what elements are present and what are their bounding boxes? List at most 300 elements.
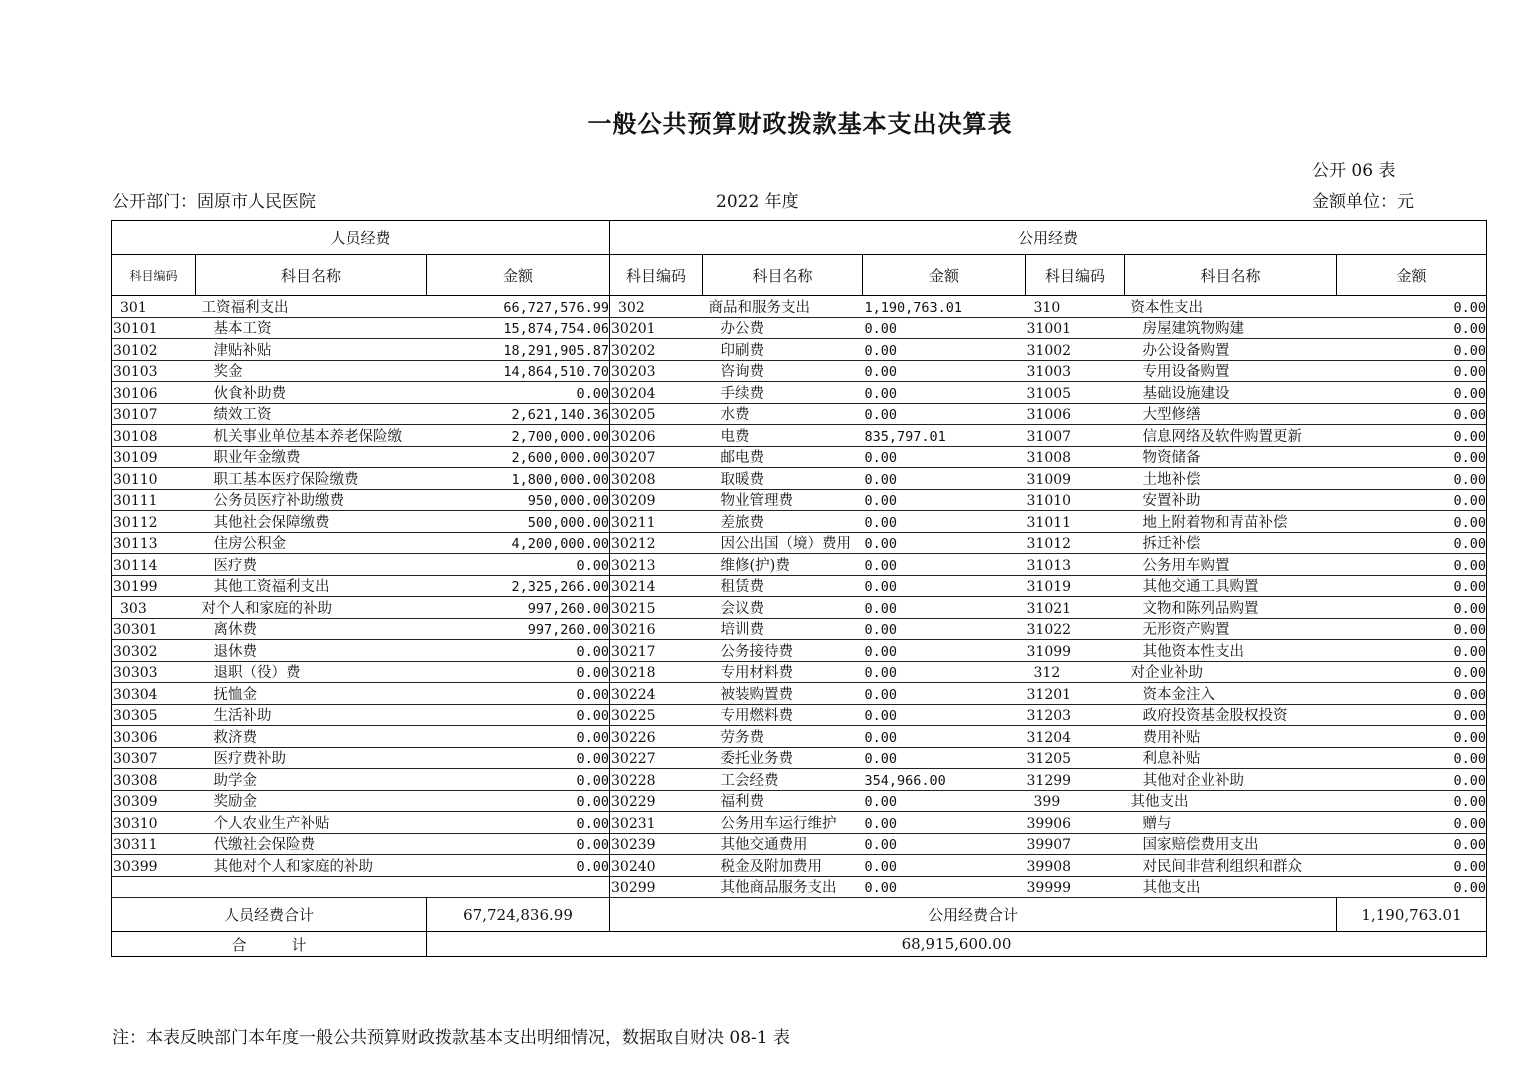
public-code-cell: 30231 <box>610 812 703 834</box>
public-amount-cell: 0.00 <box>863 640 1026 662</box>
table-row <box>112 575 1487 597</box>
capital-code-cell: 39908 <box>1026 855 1125 877</box>
public-name-cell: 手续费 <box>703 382 863 404</box>
public-name-cell: 专用材料费 <box>703 661 863 683</box>
capital-name-cell: 对民间非营利组织和群众 <box>1125 855 1337 877</box>
column-header-amount: 金额 <box>863 255 1026 296</box>
public-name-cell: 专用燃料费 <box>703 704 863 726</box>
public-name-cell: 租赁费 <box>703 575 863 597</box>
grand-total-amount: 68,915,600.00 <box>427 932 1487 957</box>
public-amount-cell: 0.00 <box>863 511 1026 533</box>
public-code-cell: 30299 <box>610 876 703 898</box>
public-amount-cell: 0.00 <box>863 812 1026 834</box>
capital-amount-cell: 0.00 <box>1337 876 1487 898</box>
public-amount-cell: 0.00 <box>863 790 1026 812</box>
capital-amount-cell: 0.00 <box>1337 640 1487 662</box>
personnel-amount-cell: 1,800,000.00 <box>427 468 610 490</box>
public-amount-cell: 0.00 <box>863 575 1026 597</box>
capital-amount-cell: 0.00 <box>1337 382 1487 404</box>
column-header-code: 科目编码 <box>610 255 703 296</box>
table-row <box>112 661 1487 683</box>
table-row <box>112 425 1487 447</box>
public-name-cell: 商品和服务支出 <box>703 296 863 318</box>
capital-amount-cell: 0.00 <box>1337 532 1487 554</box>
personnel-code-cell: 30109 <box>112 446 196 468</box>
public-amount-cell: 0.00 <box>863 339 1026 361</box>
personnel-amount-cell: 0.00 <box>427 683 610 705</box>
personnel-amount-cell: 0.00 <box>427 640 610 662</box>
capital-name-cell: 对企业补助 <box>1125 661 1337 683</box>
personnel-amount-cell: 0.00 <box>427 726 610 748</box>
public-amount-cell: 0.00 <box>863 360 1026 382</box>
public-name-cell: 委托业务费 <box>703 747 863 769</box>
public-name-cell: 物业管理费 <box>703 489 863 511</box>
personnel-total-label: 人员经费合计 <box>112 898 427 932</box>
public-code-cell: 30228 <box>610 769 703 791</box>
public-name-cell: 工会经费 <box>703 769 863 791</box>
personnel-name-cell: 退休费 <box>196 640 427 662</box>
personnel-code-cell: 30306 <box>112 726 196 748</box>
personnel-amount-cell: 2,700,000.00 <box>427 425 610 447</box>
personnel-code-cell: 30302 <box>112 640 196 662</box>
capital-name-cell: 专用设备购置 <box>1125 360 1337 382</box>
table-row <box>112 704 1487 726</box>
public-code-cell: 30205 <box>610 403 703 425</box>
capital-amount-cell: 0.00 <box>1337 683 1487 705</box>
public-amount-cell: 0.00 <box>863 446 1026 468</box>
capital-name-cell: 资本金注入 <box>1125 683 1337 705</box>
personnel-name-cell: 医疗费 <box>196 554 427 576</box>
public-name-cell: 因公出国（境）费用 <box>703 532 863 554</box>
personnel-amount-cell: 500,000.00 <box>427 511 610 533</box>
capital-name-cell: 资本性支出 <box>1125 296 1337 318</box>
personnel-amount-cell: 0.00 <box>427 382 610 404</box>
public-name-cell: 劳务费 <box>703 726 863 748</box>
capital-amount-cell: 0.00 <box>1337 425 1487 447</box>
grand-total-label: 合 计 <box>112 932 427 957</box>
public-name-cell: 电费 <box>703 425 863 447</box>
table-row <box>112 317 1487 339</box>
capital-amount-cell: 0.00 <box>1337 597 1487 619</box>
public-amount-cell: 0.00 <box>863 403 1026 425</box>
amount-unit: 金额单位：元 <box>1312 192 1414 212</box>
personnel-code-cell: 30108 <box>112 425 196 447</box>
column-header-amount: 金额 <box>1337 255 1487 296</box>
capital-name-cell: 利息补贴 <box>1125 747 1337 769</box>
public-code-cell: 30240 <box>610 855 703 877</box>
personnel-name-cell: 退职（役）费 <box>196 661 427 683</box>
public-name-cell: 咨询费 <box>703 360 863 382</box>
personnel-name-cell: 津贴补贴 <box>196 339 427 361</box>
personnel-code-cell: 30102 <box>112 339 196 361</box>
capital-name-cell: 安置补助 <box>1125 489 1337 511</box>
public-amount-cell: 835,797.01 <box>863 425 1026 447</box>
personnel-name-cell: 个人农业生产补贴 <box>196 812 427 834</box>
capital-name-cell: 大型修缮 <box>1125 403 1337 425</box>
personnel-code-cell: 30111 <box>112 489 196 511</box>
capital-amount-cell: 0.00 <box>1337 317 1487 339</box>
personnel-amount-cell: 0.00 <box>427 833 610 855</box>
capital-name-cell: 赠与 <box>1125 812 1337 834</box>
table-row <box>112 554 1487 576</box>
capital-amount-cell: 0.00 <box>1337 790 1487 812</box>
capital-code-cell: 31011 <box>1026 511 1125 533</box>
personnel-name-cell: 住房公积金 <box>196 532 427 554</box>
capital-amount-cell: 0.00 <box>1337 468 1487 490</box>
public-code-cell: 30203 <box>610 360 703 382</box>
capital-name-cell: 其他交通工具购置 <box>1125 575 1337 597</box>
table-row <box>112 339 1487 361</box>
capital-amount-cell: 0.00 <box>1337 661 1487 683</box>
budget-table <box>111 220 1487 957</box>
form-number: 公开 06 表 <box>1312 161 1396 181</box>
capital-code-cell: 31019 <box>1026 575 1125 597</box>
personnel-code-cell: 30311 <box>112 833 196 855</box>
public-code-cell: 30216 <box>610 618 703 640</box>
personnel-name-cell: 职业年金缴费 <box>196 446 427 468</box>
public-total-amount: 1,190,763.01 <box>1337 898 1487 932</box>
table-row <box>112 790 1487 812</box>
column-header-code: 科目编码 <box>112 255 196 296</box>
public-code-cell: 30225 <box>610 704 703 726</box>
public-name-cell: 维修(护)费 <box>703 554 863 576</box>
capital-name-cell: 信息网络及软件购置更新 <box>1125 425 1337 447</box>
fiscal-year: 2022 年度 <box>716 192 799 212</box>
personnel-code-cell: 30307 <box>112 747 196 769</box>
personnel-name-cell: 其他社会保障缴费 <box>196 511 427 533</box>
capital-amount-cell: 0.00 <box>1337 704 1487 726</box>
public-amount-cell: 1,190,763.01 <box>863 296 1026 318</box>
footnote: 注：本表反映部门本年度一般公共预算财政拨款基本支出明细情况，数据取自财决 08-1 表 <box>112 1028 790 1048</box>
public-name-cell: 会议费 <box>703 597 863 619</box>
public-code-cell: 30218 <box>610 661 703 683</box>
table-row <box>112 532 1487 554</box>
capital-code-cell: 31009 <box>1026 468 1125 490</box>
capital-name-cell: 其他资本性支出 <box>1125 640 1337 662</box>
personnel-amount-cell: 0.00 <box>427 855 610 877</box>
capital-amount-cell: 0.00 <box>1337 833 1487 855</box>
capital-code-cell: 39906 <box>1026 812 1125 834</box>
public-code-cell: 30209 <box>610 489 703 511</box>
capital-name-cell: 房屋建筑物购建 <box>1125 317 1337 339</box>
personnel-name-cell: 其他对个人和家庭的补助 <box>196 855 427 877</box>
capital-name-cell: 基础设施建设 <box>1125 382 1337 404</box>
capital-amount-cell: 0.00 <box>1337 575 1487 597</box>
public-name-cell: 其他商品服务支出 <box>703 876 863 898</box>
capital-code-cell: 31201 <box>1026 683 1125 705</box>
personnel-code-cell: 30309 <box>112 790 196 812</box>
public-name-cell: 其他交通费用 <box>703 833 863 855</box>
personnel-code-cell: 30106 <box>112 382 196 404</box>
capital-amount-cell: 0.00 <box>1337 511 1487 533</box>
personnel-amount-cell: 997,260.00 <box>427 597 610 619</box>
personnel-code-cell: 30310 <box>112 812 196 834</box>
table-row <box>112 597 1487 619</box>
personnel-name-cell: 医疗费补助 <box>196 747 427 769</box>
capital-name-cell: 费用补贴 <box>1125 726 1337 748</box>
table-row <box>112 769 1487 791</box>
capital-amount-cell: 0.00 <box>1337 296 1487 318</box>
personnel-name-cell: 助学金 <box>196 769 427 791</box>
capital-code-cell: 31099 <box>1026 640 1125 662</box>
capital-code-cell: 31021 <box>1026 597 1125 619</box>
public-name-cell: 取暖费 <box>703 468 863 490</box>
public-name-cell: 公务接待费 <box>703 640 863 662</box>
personnel-amount-cell: 0.00 <box>427 704 610 726</box>
capital-code-cell: 31002 <box>1026 339 1125 361</box>
table-row <box>112 360 1487 382</box>
personnel-amount-cell: 0.00 <box>427 661 610 683</box>
public-name-cell: 办公费 <box>703 317 863 339</box>
public-code-cell: 30208 <box>610 468 703 490</box>
department-label: 公开部门：固原市人民医院 <box>112 192 316 212</box>
public-amount-cell: 0.00 <box>863 833 1026 855</box>
personnel-code-cell: 30399 <box>112 855 196 877</box>
capital-code-cell: 31022 <box>1026 618 1125 640</box>
capital-name-cell: 其他支出 <box>1125 790 1337 812</box>
public-name-cell: 印刷费 <box>703 339 863 361</box>
table-row <box>112 511 1487 533</box>
capital-code-cell: 31007 <box>1026 425 1125 447</box>
public-amount-cell: 0.00 <box>863 704 1026 726</box>
public-amount-cell: 0.00 <box>863 876 1026 898</box>
personnel-code-cell: 30305 <box>112 704 196 726</box>
personnel-code-cell: 30199 <box>112 575 196 597</box>
personnel-name-cell: 职工基本医疗保险缴费 <box>196 468 427 490</box>
table-row <box>112 876 1487 898</box>
capital-name-cell: 文物和陈列品购置 <box>1125 597 1337 619</box>
public-code-cell: 30226 <box>610 726 703 748</box>
capital-code-cell: 399 <box>1026 790 1125 812</box>
personnel-amount-cell: 2,621,140.36 <box>427 403 610 425</box>
capital-amount-cell: 0.00 <box>1337 446 1487 468</box>
public-code-cell: 30202 <box>610 339 703 361</box>
public-amount-cell: 0.00 <box>863 618 1026 640</box>
capital-code-cell: 31006 <box>1026 403 1125 425</box>
capital-code-cell: 312 <box>1026 661 1125 683</box>
column-header-name: 科目名称 <box>1125 255 1337 296</box>
capital-name-cell: 地上附着物和青苗补偿 <box>1125 511 1337 533</box>
public-code-cell: 30204 <box>610 382 703 404</box>
capital-amount-cell: 0.00 <box>1337 855 1487 877</box>
capital-name-cell: 拆迁补偿 <box>1125 532 1337 554</box>
column-header-name: 科目名称 <box>703 255 863 296</box>
public-amount-cell: 0.00 <box>863 747 1026 769</box>
table-row <box>112 812 1487 834</box>
capital-code-cell: 31012 <box>1026 532 1125 554</box>
table-row <box>112 446 1487 468</box>
personnel-name-cell: 奖励金 <box>196 790 427 812</box>
personnel-amount-cell <box>427 876 610 898</box>
capital-name-cell: 公务用车购置 <box>1125 554 1337 576</box>
personnel-name-cell: 对个人和家庭的补助 <box>196 597 427 619</box>
table-row <box>112 618 1487 640</box>
personnel-code-cell: 30112 <box>112 511 196 533</box>
column-header-amount: 金额 <box>427 255 610 296</box>
table-row <box>112 382 1487 404</box>
public-code-cell: 30206 <box>610 425 703 447</box>
personnel-name-cell: 离休费 <box>196 618 427 640</box>
table-body <box>112 296 1487 898</box>
personnel-name-cell: 抚恤金 <box>196 683 427 705</box>
public-name-cell: 被装购置费 <box>703 683 863 705</box>
personnel-amount-cell: 0.00 <box>427 769 610 791</box>
personnel-amount-cell: 66,727,576.99 <box>427 296 610 318</box>
table-row <box>112 296 1487 318</box>
capital-name-cell: 物资储备 <box>1125 446 1337 468</box>
capital-code-cell: 31005 <box>1026 382 1125 404</box>
public-amount-cell: 0.00 <box>863 554 1026 576</box>
personnel-name-cell <box>196 876 427 898</box>
capital-name-cell: 国家赔偿费用支出 <box>1125 833 1337 855</box>
capital-code-cell: 31001 <box>1026 317 1125 339</box>
public-amount-cell: 0.00 <box>863 382 1026 404</box>
personnel-code-cell: 30308 <box>112 769 196 791</box>
personnel-amount-cell: 4,200,000.00 <box>427 532 610 554</box>
public-amount-cell: 0.00 <box>863 532 1026 554</box>
capital-amount-cell: 0.00 <box>1337 618 1487 640</box>
public-amount-cell: 0.00 <box>863 468 1026 490</box>
public-code-cell: 30207 <box>610 446 703 468</box>
public-code-cell: 30224 <box>610 683 703 705</box>
capital-code-cell: 39907 <box>1026 833 1125 855</box>
personnel-name-cell: 伙食补助费 <box>196 382 427 404</box>
personnel-amount-cell: 950,000.00 <box>427 489 610 511</box>
table-row <box>112 683 1487 705</box>
personnel-code-cell: 30113 <box>112 532 196 554</box>
public-total-label: 公用经费合计 <box>610 898 1337 932</box>
public-code-cell: 30229 <box>610 790 703 812</box>
capital-name-cell: 无形资产购置 <box>1125 618 1337 640</box>
personnel-amount-cell: 15,874,754.06 <box>427 317 610 339</box>
grand-total-row <box>112 932 1487 957</box>
capital-name-cell: 土地补偿 <box>1125 468 1337 490</box>
personnel-code-cell: 301 <box>112 296 196 318</box>
public-code-cell: 30217 <box>610 640 703 662</box>
public-name-cell: 福利费 <box>703 790 863 812</box>
personnel-code-cell: 30114 <box>112 554 196 576</box>
public-code-cell: 30211 <box>610 511 703 533</box>
personnel-amount-cell: 0.00 <box>427 554 610 576</box>
capital-code-cell: 31299 <box>1026 769 1125 791</box>
table-row <box>112 726 1487 748</box>
personnel-name-cell: 救济费 <box>196 726 427 748</box>
personnel-code-cell: 30101 <box>112 317 196 339</box>
capital-name-cell: 办公设备购置 <box>1125 339 1337 361</box>
capital-amount-cell: 0.00 <box>1337 769 1487 791</box>
capital-name-cell: 其他对企业补助 <box>1125 769 1337 791</box>
public-code-cell: 30215 <box>610 597 703 619</box>
column-header-code: 科目编码 <box>1026 255 1125 296</box>
personnel-code-cell <box>112 876 196 898</box>
capital-name-cell: 其他支出 <box>1125 876 1337 898</box>
table-row <box>112 403 1487 425</box>
personnel-amount-cell: 0.00 <box>427 790 610 812</box>
personnel-amount-cell: 997,260.00 <box>427 618 610 640</box>
personnel-name-cell: 基本工资 <box>196 317 427 339</box>
personnel-code-cell: 30301 <box>112 618 196 640</box>
capital-name-cell: 政府投资基金股权投资 <box>1125 704 1337 726</box>
table-row <box>112 640 1487 662</box>
capital-amount-cell: 0.00 <box>1337 360 1487 382</box>
table-row <box>112 833 1487 855</box>
personnel-code-cell: 30304 <box>112 683 196 705</box>
public-code-cell: 30212 <box>610 532 703 554</box>
personnel-name-cell: 公务员医疗补助缴费 <box>196 489 427 511</box>
public-name-cell: 培训费 <box>703 618 863 640</box>
personnel-name-cell: 机关事业单位基本养老保险缴 <box>196 425 427 447</box>
table-row <box>112 468 1487 490</box>
capital-amount-cell: 0.00 <box>1337 726 1487 748</box>
public-code-cell: 302 <box>610 296 703 318</box>
public-name-cell: 水费 <box>703 403 863 425</box>
public-name-cell: 邮电费 <box>703 446 863 468</box>
capital-code-cell: 39999 <box>1026 876 1125 898</box>
public-amount-cell: 354,966.00 <box>863 769 1026 791</box>
capital-code-cell: 31003 <box>1026 360 1125 382</box>
personnel-name-cell: 绩效工资 <box>196 403 427 425</box>
public-amount-cell: 0.00 <box>863 855 1026 877</box>
capital-code-cell: 31203 <box>1026 704 1125 726</box>
public-name-cell: 差旅费 <box>703 511 863 533</box>
page-title: 一般公共预算财政拨款基本支出决算表 <box>587 109 1013 138</box>
public-name-cell: 税金及附加费用 <box>703 855 863 877</box>
personnel-code-cell: 30103 <box>112 360 196 382</box>
public-code-cell: 30213 <box>610 554 703 576</box>
public-amount-cell: 0.00 <box>863 597 1026 619</box>
personnel-amount-cell: 0.00 <box>427 747 610 769</box>
capital-code-cell: 31205 <box>1026 747 1125 769</box>
public-amount-cell: 0.00 <box>863 726 1026 748</box>
personnel-total-amount: 67,724,836.99 <box>427 898 610 932</box>
personnel-section-header: 人员经费 <box>112 221 610 255</box>
column-header-name: 科目名称 <box>196 255 427 296</box>
personnel-name-cell: 其他工资福利支出 <box>196 575 427 597</box>
public-code-cell: 30214 <box>610 575 703 597</box>
personnel-amount-cell: 0.00 <box>427 812 610 834</box>
personnel-amount-cell: 2,325,266.00 <box>427 575 610 597</box>
personnel-amount-cell: 2,600,000.00 <box>427 446 610 468</box>
public-code-cell: 30227 <box>610 747 703 769</box>
capital-amount-cell: 0.00 <box>1337 812 1487 834</box>
table-row <box>112 747 1487 769</box>
personnel-amount-cell: 14,864,510.70 <box>427 360 610 382</box>
public-code-cell: 30239 <box>610 833 703 855</box>
capital-amount-cell: 0.00 <box>1337 339 1487 361</box>
table-row <box>112 489 1487 511</box>
public-section-header: 公用经费 <box>610 221 1487 255</box>
public-code-cell: 30201 <box>610 317 703 339</box>
public-amount-cell: 0.00 <box>863 317 1026 339</box>
capital-code-cell: 31010 <box>1026 489 1125 511</box>
personnel-code-cell: 30110 <box>112 468 196 490</box>
personnel-code-cell: 303 <box>112 597 196 619</box>
capital-amount-cell: 0.00 <box>1337 403 1487 425</box>
capital-code-cell: 31013 <box>1026 554 1125 576</box>
personnel-name-cell: 奖金 <box>196 360 427 382</box>
public-amount-cell: 0.00 <box>863 489 1026 511</box>
personnel-code-cell: 30303 <box>112 661 196 683</box>
personnel-amount-cell: 18,291,905.87 <box>427 339 610 361</box>
personnel-name-cell: 工资福利支出 <box>196 296 427 318</box>
table-row <box>112 855 1487 877</box>
capital-code-cell: 310 <box>1026 296 1125 318</box>
capital-amount-cell: 0.00 <box>1337 554 1487 576</box>
personnel-name-cell: 生活补助 <box>196 704 427 726</box>
personnel-name-cell: 代缴社会保险费 <box>196 833 427 855</box>
capital-code-cell: 31008 <box>1026 446 1125 468</box>
public-amount-cell: 0.00 <box>863 661 1026 683</box>
